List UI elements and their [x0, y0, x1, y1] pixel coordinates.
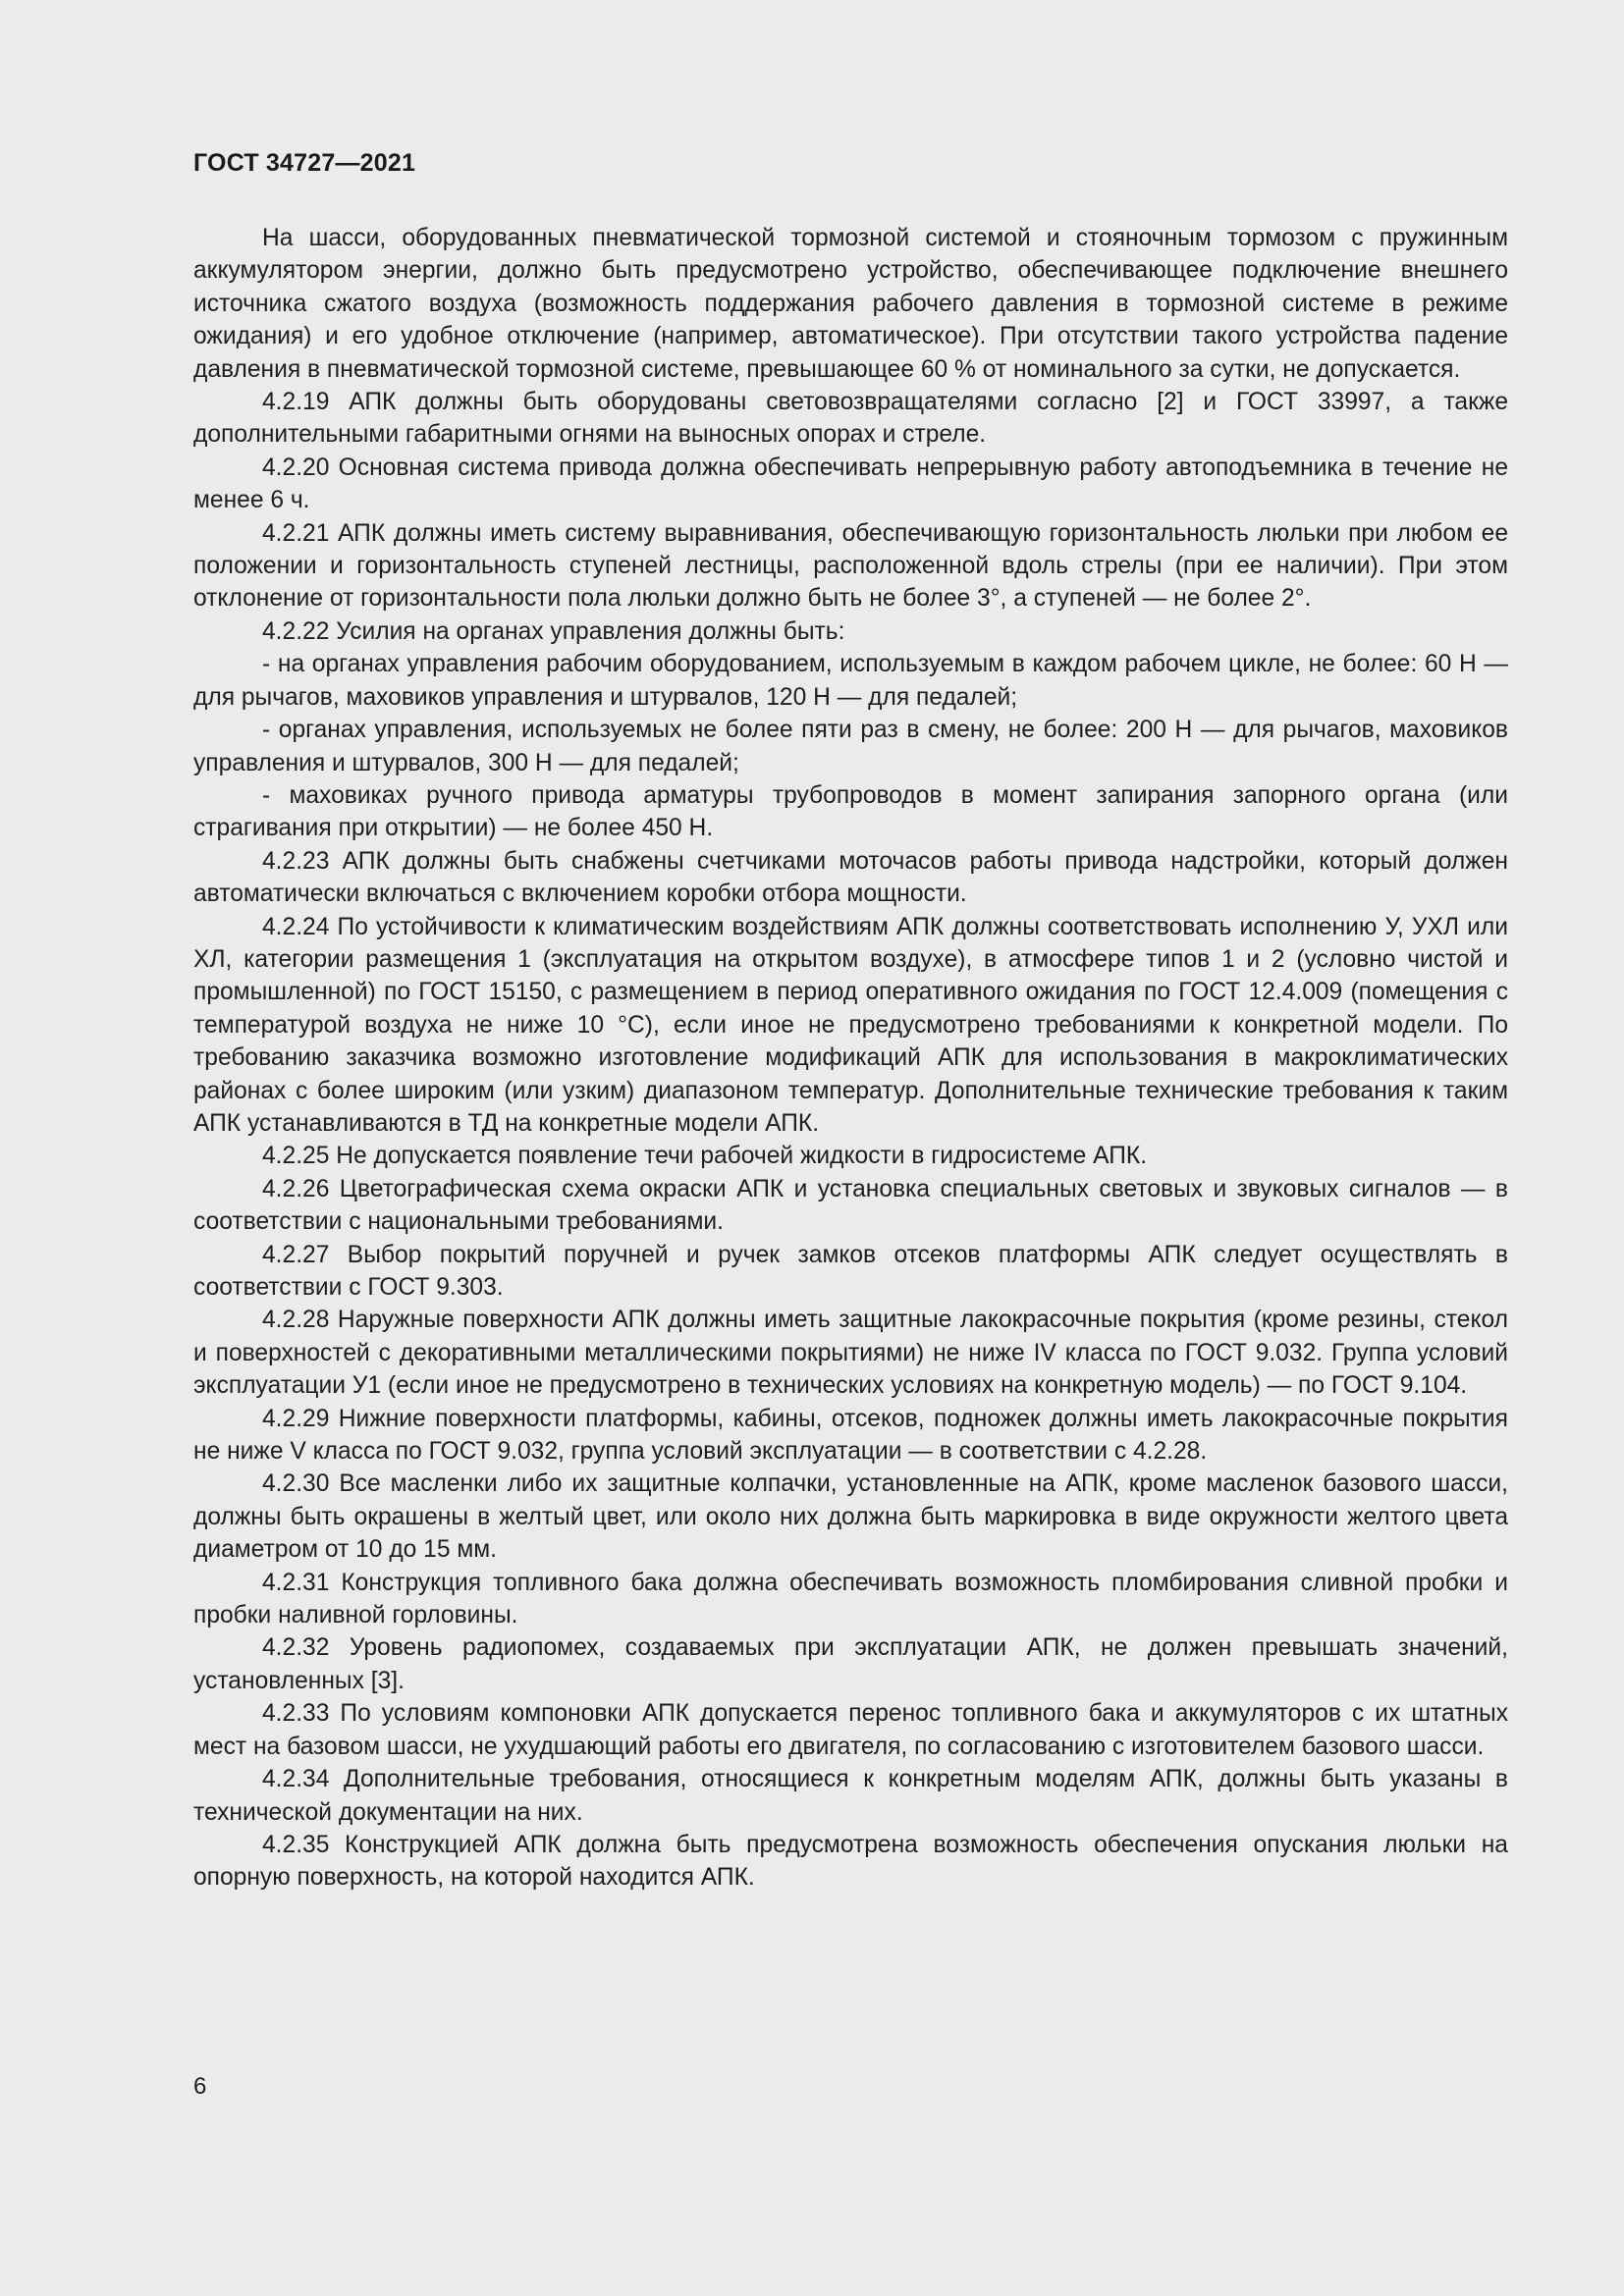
list-item: - на органах управления рабочим оборудованием, используемым в каждом рабочем цикле, не более: 60 Н — для рычагов, маховиков управления и штурвалов, 120 Н — для педалей;: [193, 651, 1508, 711]
paragraph: 4.2.19 АПК должны быть оборудованы световозвращателями согласно [2] и ГОСТ 33997, а также дополнительными габаритными огнями на выносных опорах и стреле.: [193, 389, 1508, 449]
paragraph: 4.2.20 Основная система привода должна обеспечивать непрерывную работу автоподъемника в течение не менее 6 ч.: [193, 454, 1508, 514]
paragraph: 4.2.28 Наружные поверхности АПК должны иметь защитные лакокрасочные покрытия (кроме резины, стекол и поверхностей с декоративными металлическими покрытиями) не ниже IV класса по ГОСТ 9.032. Группа условий эксплуатации У1 (если иное не предусмотрено в технических условиях на конкретную модель) — по ГОСТ 9.104.: [193, 1307, 1508, 1400]
paragraph: 4.2.30 Все масленки либо их защитные колпачки, установленные на АПК, кроме масленок базового шасси, должны быть окрашены в желтый цвет, или около них должна быть маркировка в виде окружности желтого цвета диаметром от 10 до 15 мм.: [193, 1470, 1508, 1564]
paragraph: 4.2.21 АПК должны иметь систему выравнивания, обеспечивающую горизонтальность люльки при любом ее положении и горизонтальность ступеней лестницы, расположенной вдоль стрелы (при ее наличии). При этом отклонение от горизонтальности пола люльки должно быть не более 3°, а ступеней — не более 2°.: [193, 519, 1508, 613]
page-number: 6: [193, 2073, 207, 2100]
paragraph: 4.2.29 Нижние поверхности платформы, кабины, отсеков, подножек должны иметь лакокрасочные покрытия не ниже V класса по ГОСТ 9.032, группа условий эксплуатации — в соответствии с 4.2.28.: [193, 1405, 1508, 1466]
paragraph: 4.2.31 Конструкция топливного бака должна обеспечивать возможность пломбирования сливной пробки и пробки наливной горловины.: [193, 1569, 1508, 1629]
list-item: - маховиках ручного привода арматуры трубопроводов в момент запирания запорного органа (или страгивания при открытии) — не более 450 Н.: [193, 781, 1508, 842]
paragraph: 4.2.27 Выбор покрытий поручней и ручек замков отсеков платформы АПК следует осуществлять в соответствии с ГОСТ 9.303.: [193, 1241, 1508, 1301]
document-body: [193, 222, 1508, 1895]
list-item: - органах управления, используемых не более пяти раз в смену, не более: 200 Н — для рычагов, маховиков управления и штурвалов, 300 Н — для педалей;: [193, 717, 1508, 776]
paragraph: 4.2.24 По устойчивости к климатическим воздействиям АПК должны соответствовать исполнению У, УХЛ или ХЛ, категории размещения 1 (эксплуатация на открытом воздухе), в атмосфере типов 1 и 2 (условно чистой и промышленной) по ГОСТ 15150, с размещением в период оперативного ожидания по ГОСТ 12.4.009 (помещения с температурой воздуха не ниже 10 °С), если иное не предусмотрено требованиями к конкретной модели. По требованию заказчика возможно изготовление модификаций АПК для использования в макроклиматических районах с более широким (или узким) диапазоном температур. Дополнительные технические требования к таким АПК устанавливаются в ТД на конкретные модели АПК.: [193, 913, 1508, 1137]
paragraph: 4.2.23 АПК должны быть снабжены счетчиками моточасов работы привода надстройки, который должен автоматически включаться с включением коробки отбора мощности.: [193, 847, 1508, 908]
document-header: ГОСТ 34727—2021: [193, 149, 416, 177]
paragraph: 4.2.32 Уровень радиопомех, создаваемых при эксплуатации АПК, не должен превышать значений, установленных [3].: [193, 1634, 1508, 1694]
paragraph: 4.2.26 Цветографическая схема окраски АПК и установка специальных световых и звуковых сигналов — в соответствии с национальными требованиями.: [193, 1175, 1508, 1236]
paragraph: 4.2.33 По условиям компоновки АПК допускается перенос топливного бака и аккумуляторов с их штатных мест на базовом шасси, не ухудшающий работы его двигателя, по согласованию с изготовителем базового шасси.: [193, 1700, 1508, 1760]
paragraph: На шасси, оборудованных пневматической тормозной системой и стояночным тормозом с пружинным аккумулятором энергии, должно быть предусмотрено устройство, обеспечивающее подключение внешнего источника сжатого воздуха (возможность поддержания рабочего давления в тормозной системе в режиме ожидания) и его удобное отключение (например, автоматическое). При отсутствии такого устройства падение давления в пневматической тормозной системе, превышающее 60 % от номинального за сутки, не допускается.: [193, 225, 1508, 383]
paragraph: 4.2.25 Не допускается появление течи рабочей жидкости в гидросистеме АПК.: [262, 1143, 1148, 1170]
paragraph: 4.2.35 Конструкцией АПК должна быть предусмотрена возможность обеспечения опускания люльки на опорную поверхность, на которой находится АПК.: [193, 1831, 1508, 1892]
paragraph: 4.2.34 Дополнительные требования, относящиеся к конкретным моделям АПК, должны быть указаны в технической документации на них.: [193, 1766, 1508, 1826]
paragraph: 4.2.22 Усилия на органах управления должны быть:: [262, 617, 845, 645]
